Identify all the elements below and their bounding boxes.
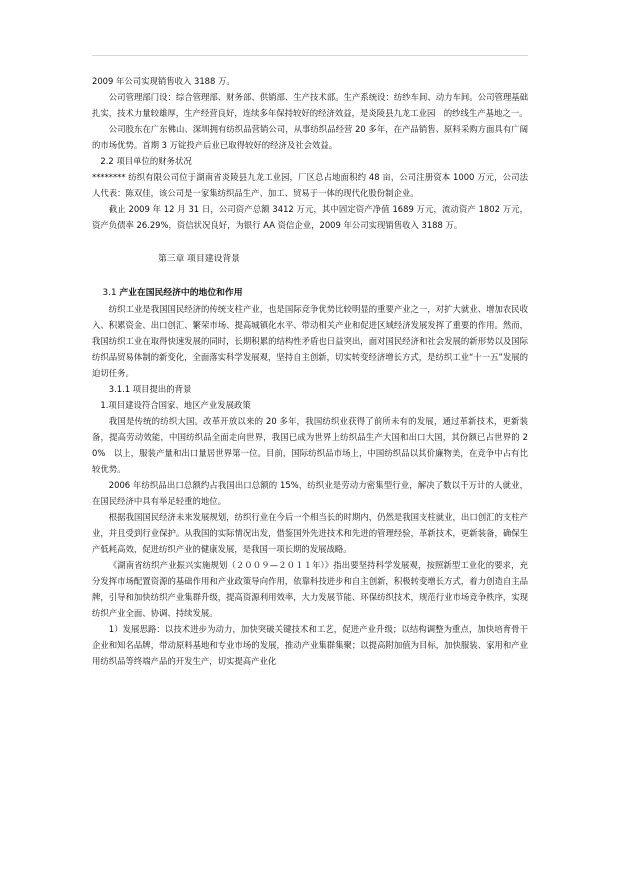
section-heading: 2.2 项目单位的财务状况 (100, 156, 192, 166)
chapter-title: 第三章 项目建设背景 (158, 254, 240, 264)
paragraph: 公司股东在广东佛山、深圳拥有纺织品营销公司，从事纺织品经营 20 多年，在产品销售、原料采购方面具有广阔的市场优势。首期 3 万锭投产后业已取得较好的经济及社会效益。 (92, 124, 528, 150)
paragraph: 纺织工业是我国国民经济的传统支柱产业，也是国际竞争优势比较明显的重要产业之一，对扩大就业、增加农民收入、积累资金、出口创汇、繁荣市场、提高城镇化水平、带动相关产业和促进区域经济发展发挥了重要的作用。然而，我国纺织工业在取得快速发展的同时，长期积累的结构性矛盾也日益突出，面对国民经济和社会发展的新形势以及国际纺织品贸易体制的新变化，全面落实科学发展观，坚持自主创新，切实转变经济增长方式，是纺织工业“十一五”发展的迫切任务。 (92, 304, 528, 378)
paragraph: 公司管理部门设：综合管理部、财务部、供销部、生产技术部。生产系统设：纺纱车间、动力车间。公司管理基础扎实，技术力量较雄厚，生产经营良好，连续多年保持较好的经济效益，是炎陵县九龙工业园 的纱线生产基地之一。 (92, 92, 528, 118)
paragraph: 截止 2009 年 12 月 31 日，公司资产总额 3412 万元，其中固定资产净值 1689 万元，流动资产 1802 万元，资产负债率 26.29%，资信状况良好，为银行 AA 资信企业，2009 年公司实现销售收入 3188 万。 (92, 204, 528, 230)
paragraph: 我国是传统的纺织大国。改革开放以来的 20 多年，我国纺织业获得了前所未有的发展，通过革新技术，更新装备，提高劳动效能，中国纺织品全面走向世界，我国已成为世界上纺织品生产大国和出口大国，其份额已占世界的 20% 以上，服装产量和出口量居世界第一位。目前，国际纺织品市场上，中国纺织品以其价廉物美，在竞争中占有比较优势。 (92, 416, 528, 474)
subsection-heading: 3.1.1 项目提出的背景 (108, 384, 192, 394)
paragraph: 2006 年纺织品出口总额约占我国出口总额的 15%，纺织业是劳动力密集型行业，解决了数以千万计的人就业，在国民经济中具有举足轻重的地位。 (92, 480, 528, 506)
paragraph: 根据我国国民经济未来发展规划，纺织行业在今后一个相当长的时期内，仍然是我国支柱就业，出口创汇的支柱产业，并且受到行业保护。从我国的实际情况出发，借鉴国外先进技术和先进的管理经验，革新技术，更新装备，确保生产低耗高效，促进纺织产业的健康发展，是我国一项长期的发展战略。 (92, 512, 528, 554)
section-title (92, 285, 528, 301)
paragraph: 1）发展思路：以技术进步为动力，加快突破关键技术和工艺，促进产业升级；以结构调整为重点，加快培育骨干企业和知名品牌，带动原料基地和专业市场的发展，推动产业集群集聚；以提高附加值为目标，加快服装、家用和产业用纺织品等终端产品的开发生产，切实提高产业化 (92, 624, 528, 666)
paragraph: ******** 纺织有限公司位于湖南省炎陵县九龙工业园，厂区总占地面积约 48 亩，公司注册资本 1000 万元，公司法人代表：陈双佳，该公司是一家集纺织品生产、加工、贸易于一体的现代化股份制企业。 (92, 172, 528, 198)
item-heading: 1.项目建设符合国家、地区产业发展政策 (100, 400, 251, 410)
paragraph: 《湖南省纺织产业振兴实施规划（２００９—２０１１年）》指出要坚持科学发展观，按照新型工业化的要求，充分发挥市场配置资源的基础作用和产业政策导向作用，依靠科技进步和自主创新，积极转变增长方式，着力创造自主品牌，引导和加快纺织产业集群升级，提高资源利用效率，大力发展节能、环保纺织技术，规范行业市场竞争秩序，实现纺织产业全面、协调、持续发展。 (92, 560, 528, 618)
section-number: 3.1 (102, 288, 120, 298)
header-rule (92, 55, 528, 56)
paragraph: 2009 年公司实现销售收入 3188 万。 (92, 76, 235, 86)
document-body (92, 73, 528, 669)
section-title-text: 产业在国民经济中的地位和作用 (119, 288, 243, 298)
